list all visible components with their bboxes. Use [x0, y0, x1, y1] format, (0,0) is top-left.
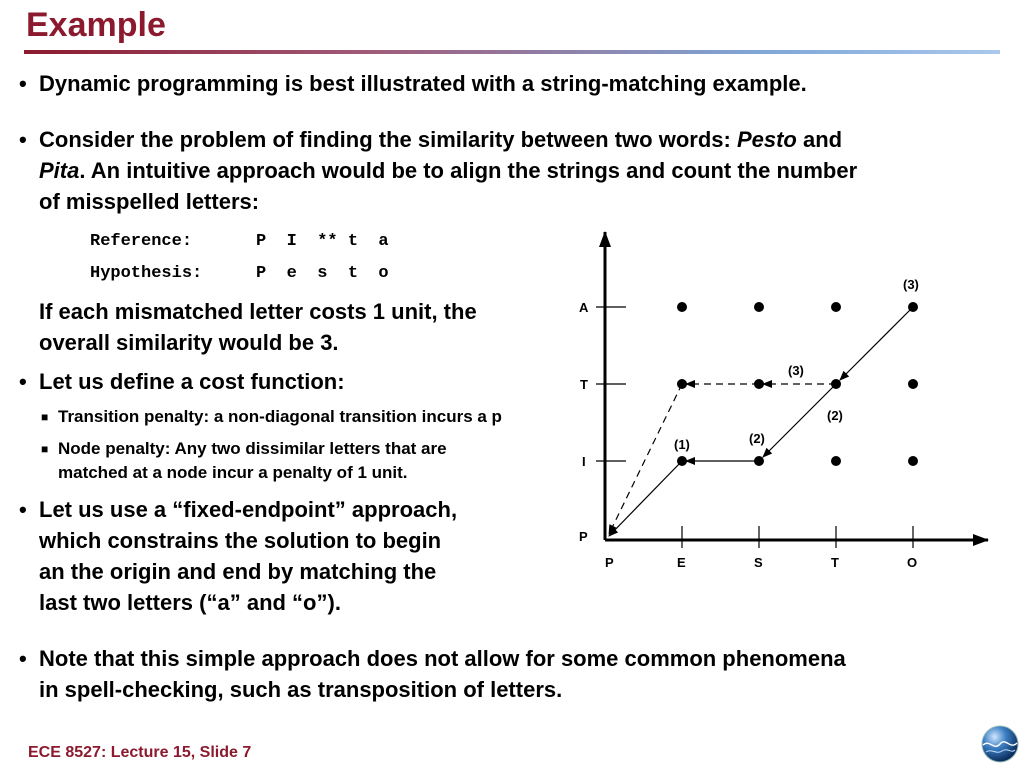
node-o-t	[908, 379, 918, 389]
word-pesto: Pesto	[736, 127, 797, 152]
bullet-line-3: of misspelled letters:	[39, 189, 260, 214]
bullet-dot: •	[19, 369, 27, 394]
dashed-e-t-to-p-p	[609, 384, 682, 534]
word-pita: Pita	[39, 158, 80, 183]
solid-path	[609, 307, 913, 536]
hypothesis-letters: P e s t o	[256, 264, 389, 283]
node-s-a	[754, 302, 764, 312]
cost-label-s-i: (2)	[749, 431, 765, 446]
node-t-t	[831, 379, 841, 389]
node-e-a	[677, 302, 687, 312]
grid-nodes	[677, 302, 918, 466]
cost-label-e-i: (1)	[674, 437, 690, 452]
x-label-t: T	[831, 555, 839, 570]
y-label-t: T	[580, 377, 588, 392]
bullet-text: Dynamic programming is best illustrated with a string-matching example.	[39, 71, 807, 96]
bullet-line-1: Consider the problem of finding the similarity between two words: Pesto and	[39, 127, 843, 152]
bullet-dynamic-programming	[19, 68, 807, 99]
dashed-path	[609, 384, 836, 534]
x-label-s: S	[754, 555, 763, 570]
node-t-i	[831, 456, 841, 466]
cost-label-dashed-t: (3)	[788, 363, 804, 378]
slide-title: Example	[26, 6, 166, 44]
bullet-dot: •	[19, 497, 27, 522]
bullet-cost-function: • Let us define a cost function:	[39, 366, 345, 397]
bullet-dot: •	[19, 71, 27, 96]
reference-letters: P I ** t a	[256, 232, 389, 251]
cost-label-path-s-t: (2)	[827, 408, 843, 423]
node-e-i	[677, 456, 687, 466]
mismatch-paragraph: If each mismatched letter costs 1 unit, the overall similarity would be 3.	[39, 299, 477, 355]
node-s-i	[754, 456, 764, 466]
title-underline	[24, 50, 1000, 54]
x-label-p: P	[605, 555, 614, 570]
bullet-line-2: Pita. An intuitive approach would be to align the strings and count the number	[39, 158, 858, 183]
bullet-fixed-endpoint: • Let us use a “fixed-endpoint” approach, which constrains the solution to begin an the origin and end by matching the last two letters (“a” and “o”).	[39, 494, 457, 618]
square-bullet-icon: ■	[41, 442, 49, 456]
node-s-t	[754, 379, 764, 389]
node-e-t	[677, 379, 687, 389]
globe-logo-icon	[980, 724, 1020, 764]
cost-label-o-a: (3)	[903, 277, 919, 292]
path-o-a-to-t-t	[840, 307, 913, 380]
node-o-a	[908, 302, 918, 312]
path-e-i-to-p-p	[609, 461, 682, 536]
y-label-a: A	[579, 300, 589, 315]
x-ticks	[682, 526, 913, 548]
reference-label: Reference:	[90, 232, 193, 251]
sub-bullet-transition-penalty: ■ Transition penalty: a non-diagonal transition incurs a p	[58, 405, 566, 429]
y-ticks	[596, 307, 626, 461]
bullet-dot: •	[19, 127, 27, 152]
hypothesis-label: Hypothesis:	[90, 264, 203, 283]
bullet-transposition-note: • Note that this simple approach does not allow for some common phenomena in spell-checking, such as transposition of letters.	[39, 643, 846, 705]
path-t-t-to-s-i	[763, 384, 836, 457]
y-label-i: I	[582, 454, 586, 469]
x-label-e: E	[677, 555, 686, 570]
bullet-similarity-problem	[19, 124, 1009, 217]
slide-footer: ECE 8527: Lecture 15, Slide 7	[28, 744, 252, 761]
bullet-dot: •	[19, 646, 27, 671]
square-bullet-icon: ■	[41, 410, 49, 424]
node-t-a	[831, 302, 841, 312]
y-label-p: P	[579, 529, 588, 544]
sub-bullet-node-penalty: ■ Node penalty: Any two dissimilar letters that are matched at a node incur a penalty of 1 unit.	[41, 439, 447, 482]
x-label-o: O	[907, 555, 918, 570]
node-o-i	[908, 456, 918, 466]
